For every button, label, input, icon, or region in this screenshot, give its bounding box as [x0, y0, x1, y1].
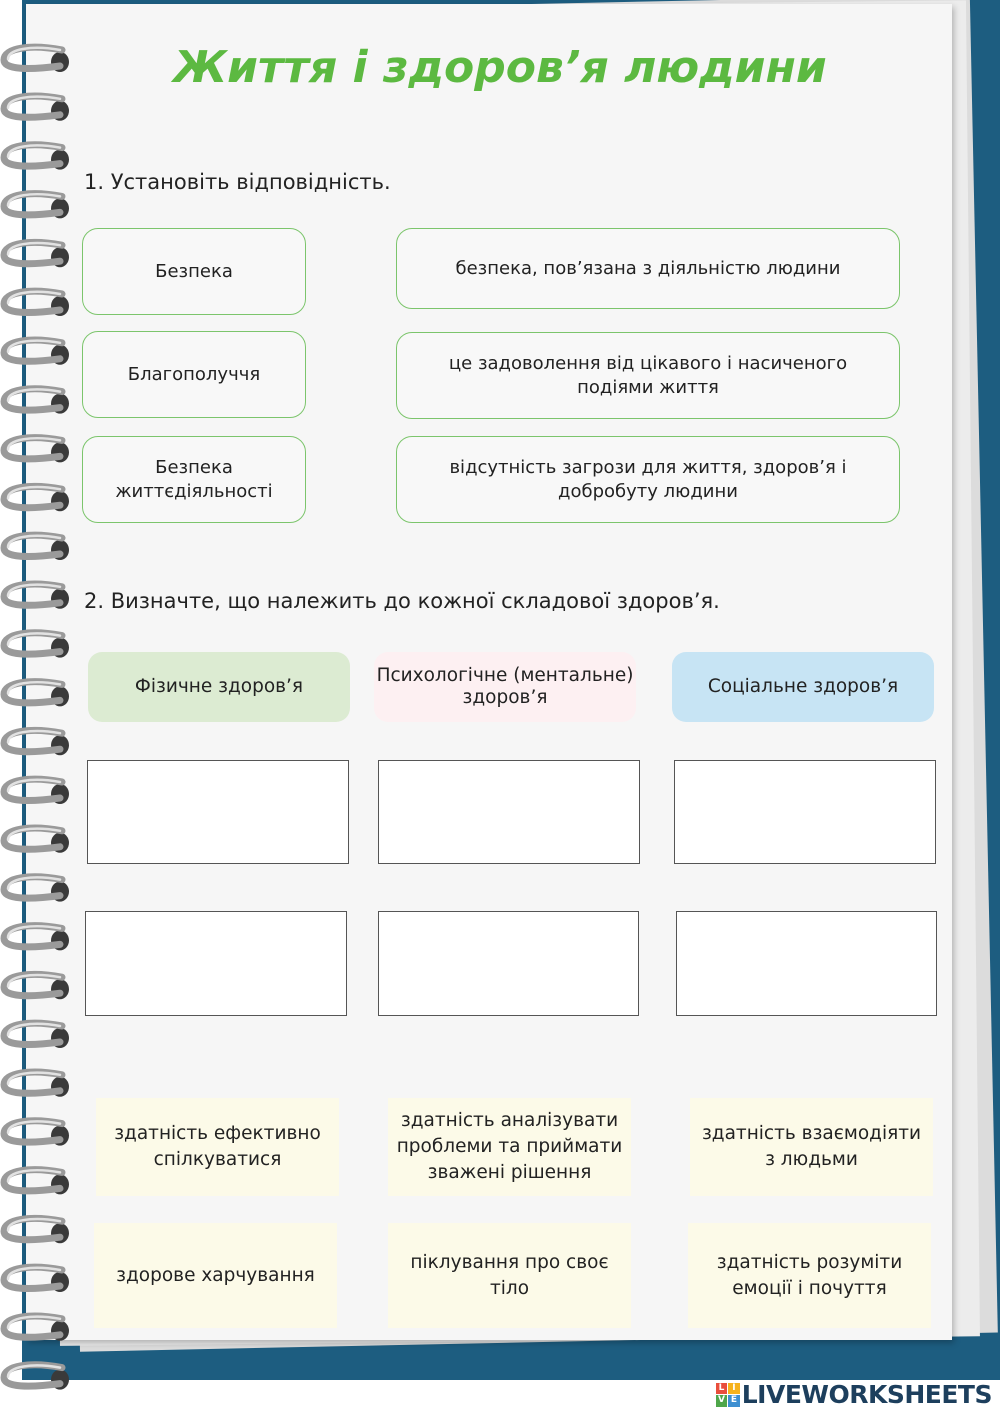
spiral-ring [4, 47, 69, 72]
spiral-ring [4, 682, 69, 707]
logo-letter-l: L [716, 1383, 728, 1395]
spiral-ring [4, 584, 69, 609]
task2-heading: 2. Визначте, що належить до кожної складової здоров’я. [84, 589, 720, 613]
liveworksheets-logo-text: LIVEWORKSHEETS [741, 1380, 992, 1409]
category-physical-health: Фізичне здоров’я [88, 652, 350, 722]
drop-zone-physical-2[interactable] [85, 911, 347, 1016]
spiral-ring [4, 877, 69, 902]
spiral-ring [4, 730, 69, 755]
option-healthy-eating[interactable]: здорове харчування [94, 1223, 337, 1328]
spiral-ring [4, 1023, 69, 1048]
match-right-definition-2[interactable]: це задоволення від цікавого і насиченого подіями життя [396, 332, 900, 419]
option-body-care[interactable]: піклування про своє тіло [388, 1223, 631, 1328]
liveworksheets-logo [716, 1380, 992, 1409]
match-left-safety[interactable]: Безпека [82, 228, 306, 315]
category-social-health: Соціальне здоров’я [672, 652, 934, 722]
spiral-ring [4, 1121, 69, 1146]
logo-letter-v: V [716, 1395, 728, 1407]
option-interaction-with-people[interactable]: здатність взаємодіяти з людьми [690, 1098, 933, 1196]
match-left-wellbeing[interactable]: Благополуччя [82, 331, 306, 418]
spiral-ring [4, 1218, 69, 1243]
option-understanding-emotions[interactable]: здатність розуміти емоції і почуття [688, 1223, 931, 1328]
spiral-ring [4, 1170, 69, 1195]
spiral-ring [4, 486, 69, 511]
spiral-binding-rings [0, 0, 80, 1413]
spiral-ring [4, 828, 69, 853]
logo-letter-i: I [728, 1383, 740, 1395]
match-right-definition-1[interactable]: безпека, пов’язана з діяльністю людини [396, 228, 900, 309]
spiral-ring [4, 535, 69, 560]
spiral-ring [4, 926, 69, 951]
spiral-ring [4, 194, 69, 219]
spiral-ring [4, 96, 69, 121]
task1-heading: 1. Установіть відповідність. [84, 170, 391, 194]
spiral-ring [4, 340, 69, 365]
spiral-ring [4, 291, 69, 316]
spiral-ring [4, 1365, 69, 1390]
spiral-ring [4, 438, 69, 463]
option-effective-communication[interactable]: здатність ефективно спілкуватися [96, 1098, 339, 1196]
category-mental-health: Психологічне (ментальне) здоров’я [374, 652, 636, 722]
drop-zone-mental-1[interactable] [378, 760, 640, 864]
logo-letter-e: E [728, 1395, 740, 1407]
drop-zone-physical-1[interactable] [87, 760, 349, 864]
page-title: Життя і здоров’я людини [173, 42, 827, 93]
spiral-ring [4, 974, 69, 999]
spiral-ring [4, 1267, 69, 1292]
spiral-ring [4, 1316, 69, 1341]
spiral-ring [4, 389, 69, 414]
option-problem-analysis[interactable]: здатність аналізувати проблеми та приймати зважені рішення [388, 1098, 631, 1196]
spiral-ring [4, 242, 69, 267]
liveworksheets-logo-icon [716, 1383, 740, 1407]
spiral-ring [4, 145, 69, 170]
drop-zone-social-1[interactable] [674, 760, 936, 864]
match-right-definition-3[interactable]: відсутність загрози для життя, здоров’я і добробуту людини [396, 436, 900, 523]
drop-zone-social-2[interactable] [676, 911, 937, 1016]
spiral-ring [4, 779, 69, 804]
spiral-ring [4, 633, 69, 658]
spiral-ring [4, 1072, 69, 1097]
drop-zone-mental-2[interactable] [378, 911, 639, 1016]
match-left-life-safety[interactable]: Безпека життєдіяльності [82, 436, 306, 523]
